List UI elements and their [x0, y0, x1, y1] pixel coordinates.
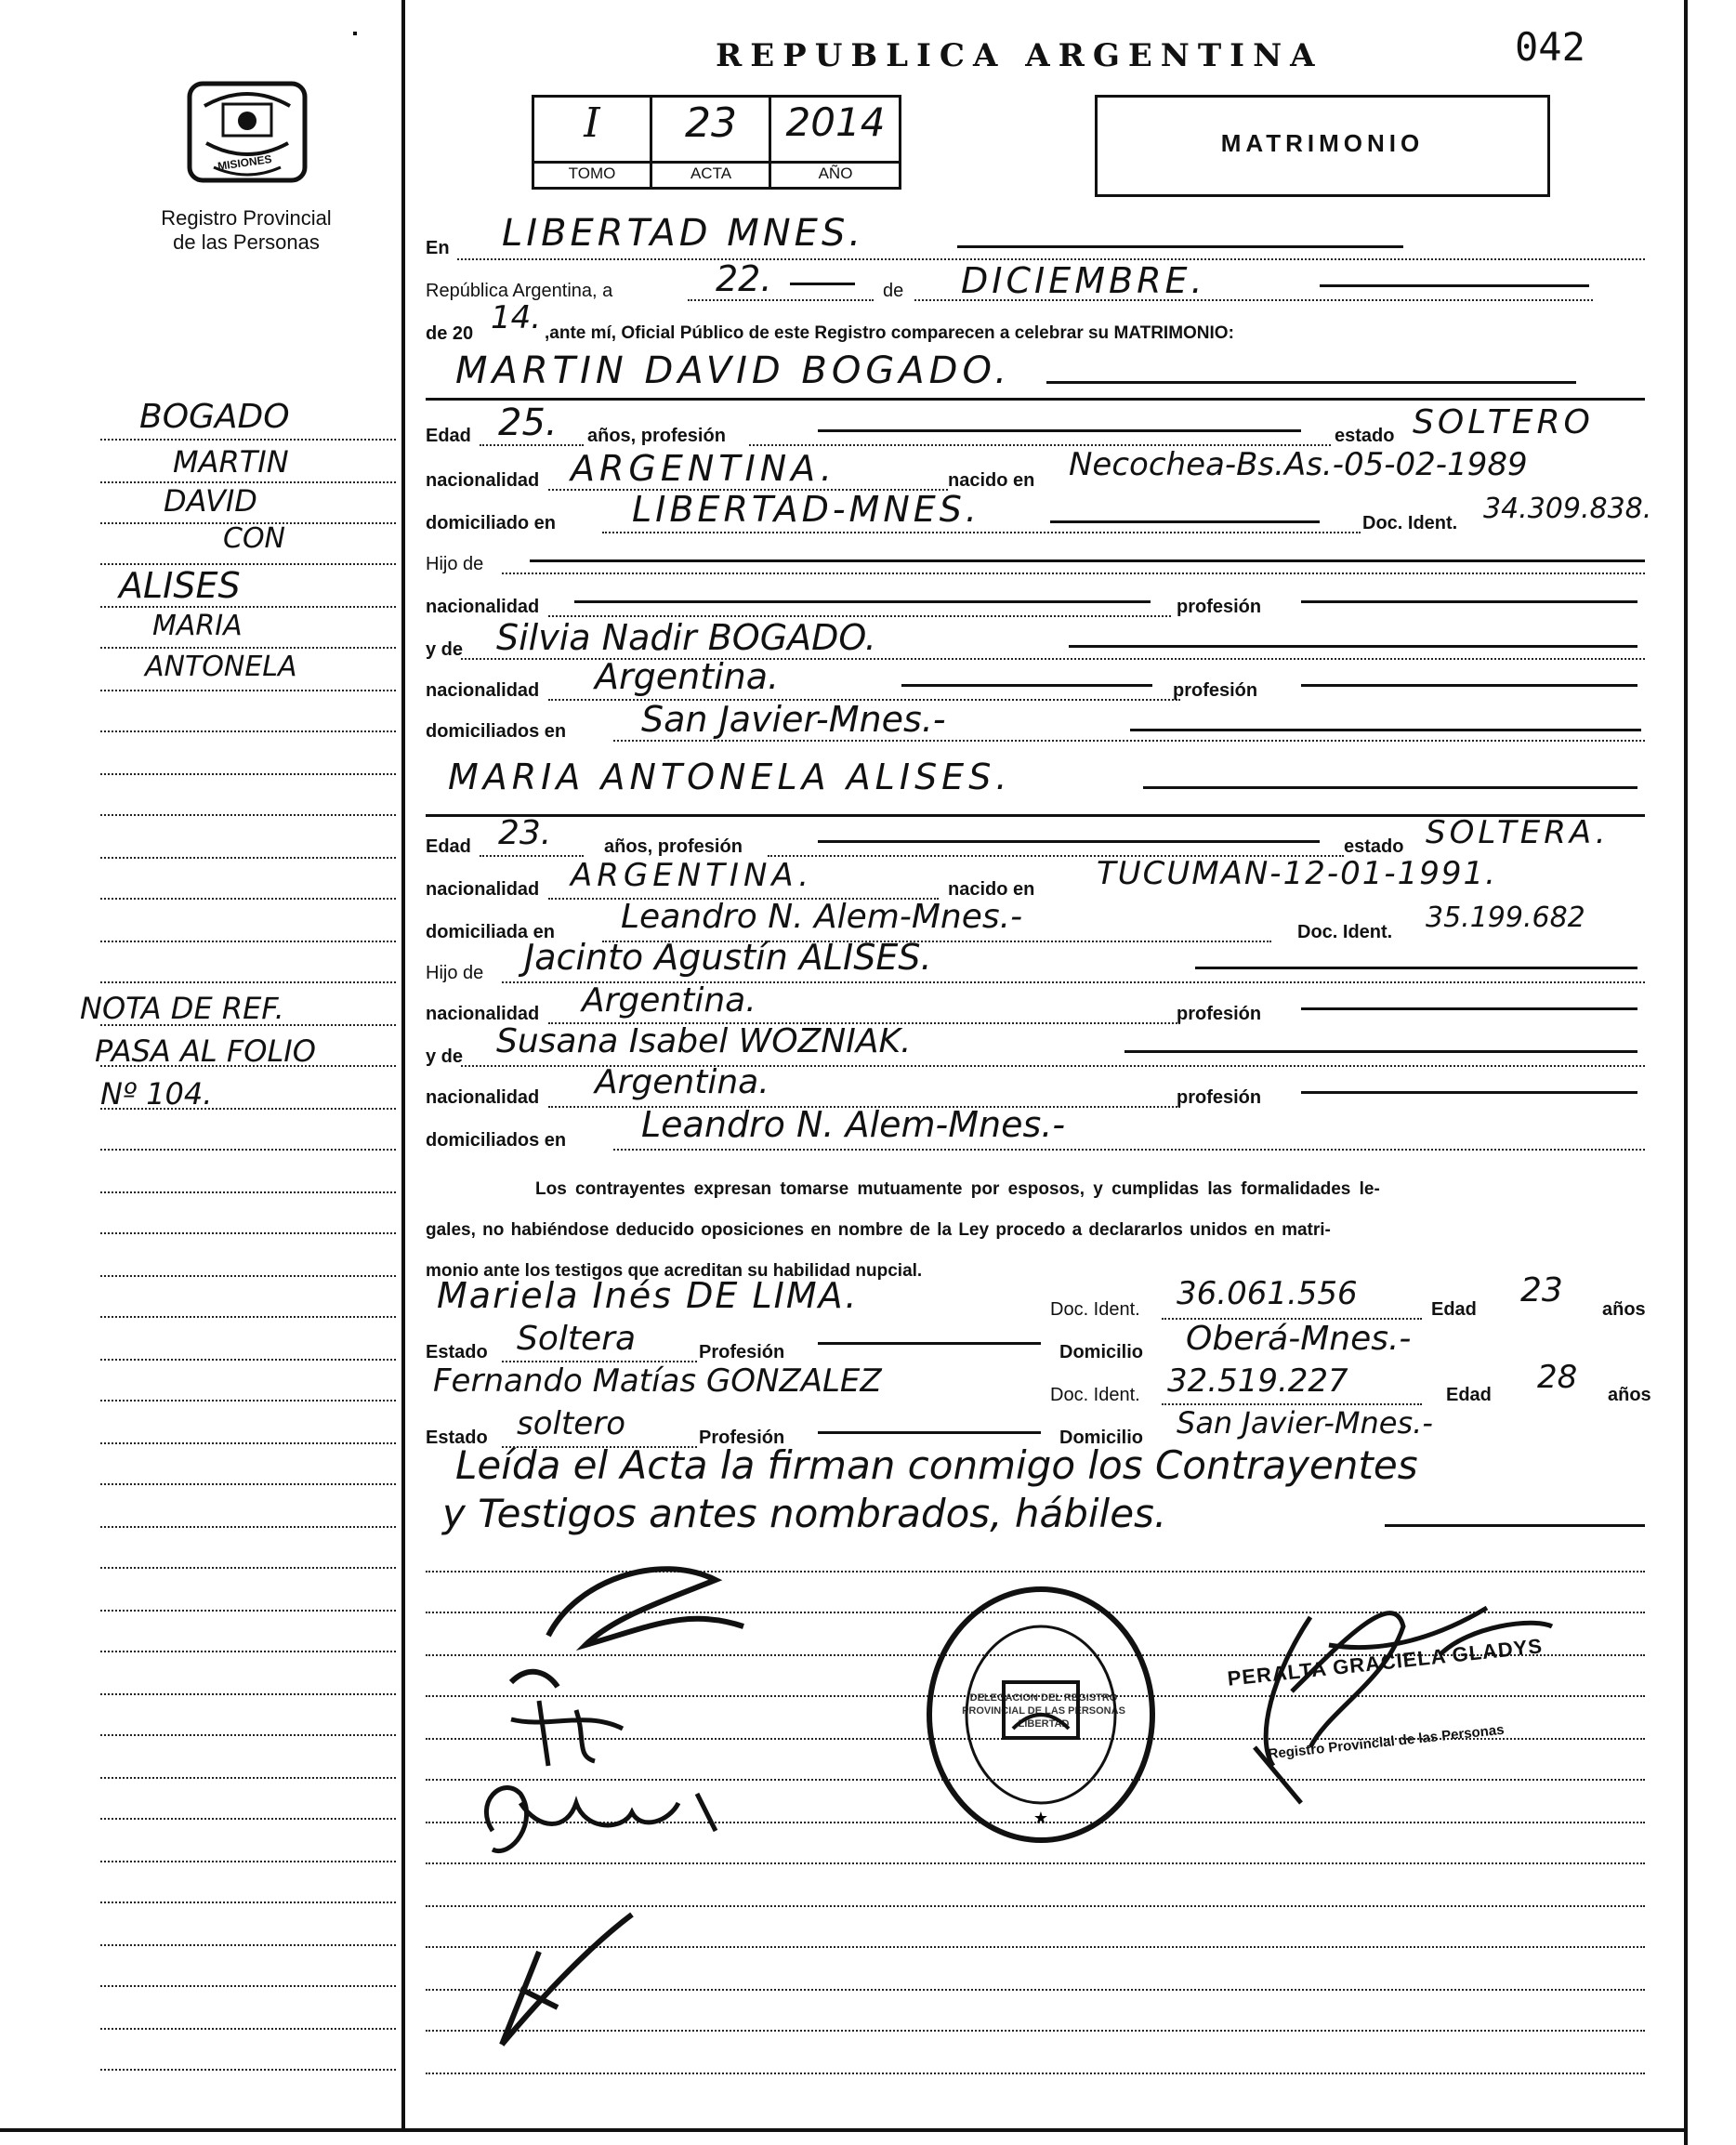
acta-value: 23 [685, 99, 737, 147]
c2-ydel-label: y de [426, 1046, 464, 1067]
signature-4 [502, 1915, 632, 2045]
w2-edad: 28 [1537, 1359, 1578, 1396]
official-name: PERALTA GRACIELA GLADYS [1226, 1634, 1545, 1691]
c2-edad: 23. [498, 814, 552, 852]
day-line [688, 299, 874, 301]
tomo-label: TOMO [568, 164, 616, 182]
fill-line [1050, 520, 1320, 523]
fill-line [1320, 284, 1589, 287]
dots [502, 572, 1645, 574]
w2-estado-label: Estado [426, 1428, 488, 1448]
c2-doms-label: domiciliados en [426, 1130, 567, 1151]
c2-estado-label: estado [1344, 836, 1404, 857]
c1-madre-nac: Argentina. [595, 656, 780, 697]
page-number: 042 [1515, 24, 1585, 70]
margin-note-2: PASA AL FOLIO [95, 1033, 316, 1069]
stamp-text: DELEGACION DEL REGISTRO PROVINCIAL DE LAS PERSONAS LIBERTAD [962, 1692, 1125, 1730]
margin-name-7: ANTONELA [145, 651, 297, 683]
fill-line [818, 429, 1301, 432]
anio-label: AÑO [818, 164, 853, 182]
margin-name-5: ALISES [119, 565, 241, 606]
fill-line [1301, 1007, 1637, 1010]
registry-name [121, 206, 372, 255]
c2-nac-label: nacionalidad [426, 879, 540, 900]
fill-line [1046, 381, 1576, 384]
dots [613, 740, 1645, 742]
declaration [426, 1169, 1649, 1292]
c2-doc-label: Doc. Ident. [1297, 922, 1393, 942]
margin-name-3: DAVID [164, 483, 257, 519]
fill-line [818, 1342, 1041, 1345]
c1-madre-prof-label: profesión [1173, 680, 1258, 701]
w2-anos-label: años [1608, 1385, 1651, 1405]
fill-line [530, 559, 1645, 562]
declaration-line2: gales, no habiéndose deducido oposiciones en nombre de la Ley procedo a declararlos unidos en matri- [426, 1220, 1331, 1240]
c1-edad-label: Edad [426, 426, 471, 446]
contrayente2-name: MARIA ANTONELA ALISES. [448, 757, 1012, 797]
acta-label: ACTA [690, 164, 732, 182]
margin-name-1: BOGADO [139, 398, 290, 436]
margin-name-2: MARTIN [173, 444, 289, 480]
w1-domicilio-label: Domicilio [1059, 1342, 1144, 1362]
dots [480, 444, 584, 446]
fill-line [901, 684, 1152, 687]
c1-madre: Silvia Nadir BOGADO. [496, 617, 876, 658]
fill-line [790, 283, 855, 285]
c1-doc-label: Doc. Ident. [1362, 513, 1458, 533]
w2-doc: 32.519.227 [1167, 1362, 1348, 1400]
section-divider [426, 398, 1645, 401]
w1-profesion-label: Profesión [699, 1342, 785, 1362]
box-divider [650, 98, 652, 187]
c1-domiciliados: San Javier-Mnes.- [641, 699, 946, 740]
year-suffix: 14. [491, 299, 542, 336]
de-label: de [883, 281, 904, 301]
margin-note-3: Nº 104. [100, 1076, 213, 1112]
w2-profesion-label: Profesión [699, 1428, 785, 1448]
fill-line [574, 600, 1151, 603]
c1-domicilio: LIBERTAD-MNES. [632, 489, 980, 530]
record-type: MATRIMONIO [1220, 129, 1425, 157]
fill-line [1301, 684, 1637, 687]
fill-line [1301, 1091, 1637, 1094]
c2-madre-prof-label: profesión [1177, 1087, 1262, 1108]
w1-doc-label: Doc. Ident. [1050, 1299, 1140, 1320]
fill-line [818, 1431, 1041, 1434]
record-number-box [532, 95, 901, 190]
c1-ydel-label: y de [426, 639, 464, 660]
country-title: REPUBLICA ARGENTINA [716, 37, 1323, 74]
w1-edad-label: Edad [1431, 1299, 1477, 1320]
closing-line2: y Testigos antes nombrados, hábiles. [442, 1491, 1167, 1536]
intro-text: ,ante mí, Oficial Público de este Registro comparecen a celebrar su MATRIMONIO: [545, 323, 1234, 343]
w1-estado: Soltera [517, 1320, 637, 1358]
w1-domicilio: Oberá-Mnes.- [1186, 1320, 1412, 1358]
c1-doc: 34.309.838. [1483, 493, 1652, 525]
anio-value: 2014 [785, 99, 886, 145]
misiones-seal [186, 78, 309, 188]
dots [602, 532, 1361, 533]
c2-madre-nac: Argentina. [595, 1063, 769, 1101]
box-divider [534, 161, 899, 164]
c2-anos-label: años, profesión [604, 836, 743, 857]
c2-padre-nac-label: nacionalidad [426, 1004, 540, 1024]
w1-anos-label: años [1602, 1299, 1646, 1320]
republica-label: República Argentina, a [426, 281, 613, 301]
tomo-value: I [584, 99, 600, 147]
c2-domicilio: Leandro N. Alem-Mnes.- [621, 898, 1023, 936]
fill-line [1301, 600, 1637, 603]
fill-line [1130, 729, 1641, 731]
closing-line1: Leída el Acta la firman conmigo los Contrayentes [455, 1442, 1418, 1488]
c1-nacionalidad: ARGENTINA. [571, 448, 836, 489]
w2-edad-label: Edad [1446, 1385, 1492, 1405]
w2-name: Fernando Matías GONZALEZ [433, 1362, 882, 1400]
year-prefix: de 20 [426, 323, 474, 344]
c2-nacido: TUCUMAN-12-01-1991. [1097, 855, 1497, 892]
w2-domicilio-label: Domicilio [1059, 1428, 1144, 1448]
c2-edad-label: Edad [426, 836, 471, 857]
c2-doc: 35.199.682 [1426, 901, 1585, 934]
signature-2 [511, 1701, 623, 1766]
fill-line [818, 840, 1320, 843]
signature-3 [486, 1788, 716, 1851]
c1-padre-nac-label: nacionalidad [426, 597, 540, 617]
declaration-line1: Los contrayentes expresan tomarse mutuamente por esposos, y cumplidas las formalidades le- [535, 1179, 1380, 1199]
fill-line [1069, 645, 1637, 648]
c2-madre-nac-label: nacionalidad [426, 1087, 540, 1108]
margin-name-4: CON [223, 522, 286, 555]
c1-padre-prof-label: profesión [1177, 597, 1262, 617]
w1-doc: 36.061.556 [1177, 1275, 1358, 1312]
c1-estado: SOLTERO [1413, 403, 1594, 441]
c2-nacido-label: nacido en [948, 879, 1035, 900]
day: 22. [716, 258, 772, 299]
c1-nac-label: nacionalidad [426, 470, 540, 491]
official-title: Registro Provincial de las Personas [1267, 1721, 1506, 1763]
c2-dom-label: domiciliada en [426, 922, 555, 942]
c2-padre-prof-label: profesión [1177, 1004, 1262, 1024]
w1-edad: 23 [1520, 1271, 1563, 1309]
w2-domicilio: San Javier-Mnes.- [1177, 1405, 1433, 1441]
page-right-border [1684, 0, 1688, 2145]
month: DICIEMBRE. [961, 260, 1206, 301]
fill-line [957, 245, 1403, 248]
page-bottom-border [0, 2128, 1688, 2132]
contrayente1-name: MARTIN DAVID BOGADO. [455, 349, 1012, 392]
c1-nacido-label: nacido en [948, 470, 1035, 491]
dots [480, 855, 584, 857]
registry-line2: de las Personas [173, 230, 320, 254]
w1-name: Mariela Inés DE LIMA. [437, 1275, 859, 1316]
c2-hijo-label: Hijo de [426, 963, 484, 983]
c2-padre: Jacinto Agustín ALISES. [524, 937, 932, 978]
page-left-border [401, 0, 405, 2128]
svg-text:★: ★ [1032, 1809, 1049, 1827]
c2-padre-nac: Argentina. [582, 981, 756, 1020]
c1-dom-label: domiciliado en [426, 513, 557, 533]
registry-line1: Registro Provincial [161, 206, 332, 230]
c1-hijo-label: Hijo de [426, 554, 484, 574]
c1-estado-label: estado [1335, 426, 1395, 446]
en-label: En [426, 238, 450, 258]
c2-domiciliados: Leandro N. Alem-Mnes.- [641, 1104, 1066, 1145]
c2-estado: SOLTERA. [1426, 814, 1610, 851]
c1-doms-label: domiciliados en [426, 721, 567, 742]
declaration-line3: monio ante los testigos que acreditan su habilidad nupcial. [426, 1261, 923, 1281]
page-dot [353, 32, 357, 35]
c1-anos-label: años, profesión [587, 426, 726, 446]
dots [613, 1149, 1645, 1151]
w1-estado-label: Estado [426, 1342, 488, 1362]
seal-label: MISIONES [217, 151, 273, 174]
c1-madre-nac-label: nacionalidad [426, 680, 540, 701]
fill-line [1124, 1050, 1637, 1053]
record-type-box [1095, 95, 1550, 197]
seal-icon [186, 78, 309, 188]
w2-doc-label: Doc. Ident. [1050, 1385, 1140, 1405]
c1-nacido: Necochea-Bs.As.-05-02-1989 [1069, 446, 1528, 483]
signature-1 [511, 1569, 743, 1687]
margin-note-1: NOTA DE REF. [80, 991, 284, 1026]
c1-edad: 25. [498, 401, 558, 444]
fill-line [1195, 967, 1637, 969]
fill-line [1143, 786, 1637, 789]
c2-nacionalidad: ARGENTINA. [571, 857, 814, 894]
c2-madre: Susana Isabel WOZNIAK. [496, 1022, 912, 1060]
place: LIBERTAD MNES. [502, 212, 865, 255]
w2-estado: soltero [517, 1405, 625, 1442]
margin-name-6: MARIA [152, 610, 243, 642]
box-divider [769, 98, 771, 187]
